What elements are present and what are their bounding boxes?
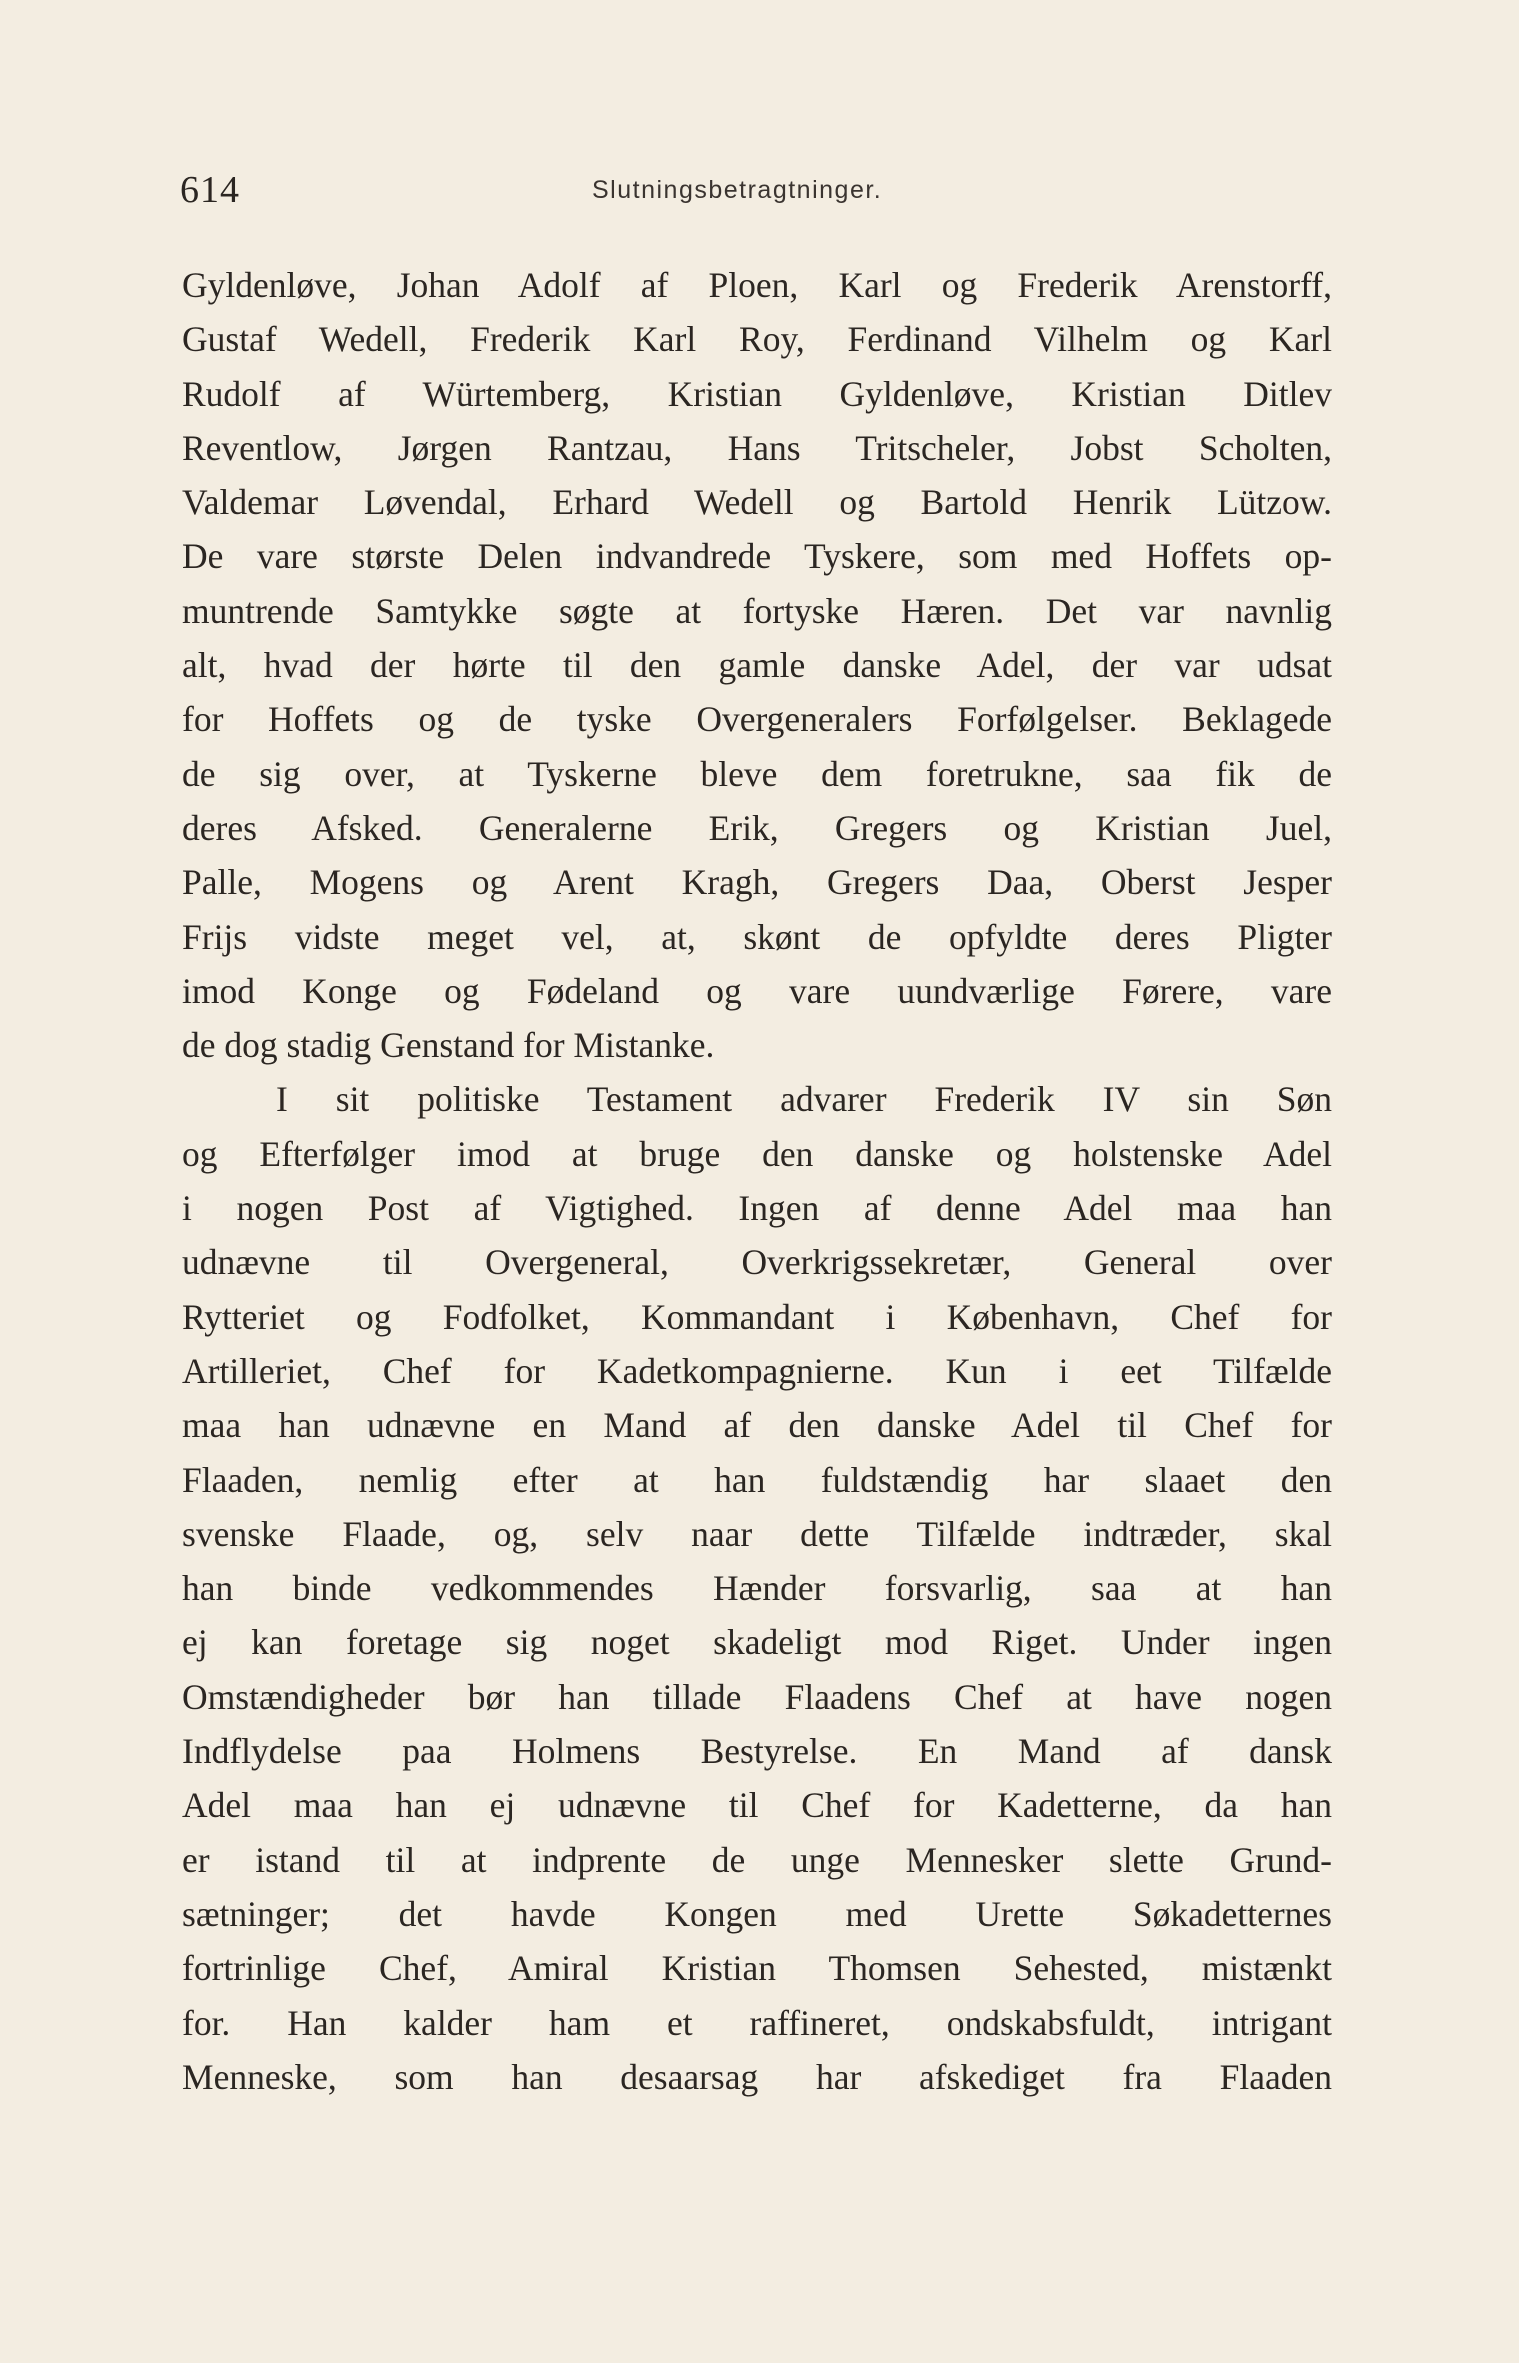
text-line: i nogen Post af Vigtighed. Ingen af denne Adel maa han (182, 1188, 1332, 1229)
text-line: I sit politiske Testament advarer Frederik IV sin Søn (276, 1079, 1332, 1120)
text-line: Adel maa han ej udnævne til Chef for Kadetterne, da han (182, 1785, 1332, 1826)
page-header (180, 168, 1330, 228)
text-line: Rytteriet og Fodfolket, Kommandant i København, Chef for (182, 1296, 1332, 1337)
text-line: de dog stadig Genstand for Mistanke. (182, 1025, 715, 1066)
paragraph-1 (182, 258, 1332, 1072)
text-line: Palle, Mogens og Arent Kragh, Gregers Daa, Oberst Jesper (182, 862, 1332, 903)
text-line: Frijs vidste meget vel, at, skønt de opfyldte deres Pligter (182, 916, 1332, 957)
text-line: Flaaden, nemlig efter at han fuldstændig har slaaet den (182, 1459, 1332, 1500)
text-line: Gyldenløve, Johan Adolf af Ploen, Karl og Frederik Arenstorff, (182, 265, 1332, 305)
text-line: Indflydelse paa Holmens Bestyrelse. En Mand af dansk (182, 1731, 1332, 1772)
text-line: maa han udnævne en Mand af den danske Adel til Chef for (182, 1405, 1332, 1446)
text-line: Artilleriet, Chef for Kadetkompagnierne. Kun i eet Tilfælde (182, 1350, 1332, 1391)
text-line: muntrende Samtykke søgte at fortyske Hæren. Det var navnlig (182, 590, 1332, 631)
text-line: fortrinlige Chef, Amiral Kristian Thomsen Sehested, mistænkt (182, 1948, 1332, 1989)
text-line: svenske Flaade, og, selv naar dette Tilfælde indtræder, skal (182, 1513, 1332, 1554)
text-line: Reventlow, Jørgen Rantzau, Hans Tritscheler, Jobst Scholten, (182, 427, 1332, 468)
running-head: Slutningsbetragtninger. (592, 176, 883, 204)
text-line: alt, hvad der hørte til den gamle danske Adel, der var udsat (182, 645, 1332, 686)
text-line: og Efterfølger imod at bruge den danske og holstenske Adel (182, 1133, 1332, 1174)
text-line: sætninger; det havde Kongen med Urette Søkadetternes (182, 1893, 1332, 1934)
text-line: Gustaf Wedell, Frederik Karl Roy, Ferdinand Vilhelm og Karl (182, 319, 1332, 360)
text-line: udnævne til Overgeneral, Overkrigssekretær, General over (182, 1242, 1332, 1283)
text-line: for Hoffets og de tyske Overgeneralers Forfølgelser. Beklagede (182, 699, 1332, 740)
page-number: 614 (180, 169, 240, 211)
text-line: Valdemar Løvendal, Erhard Wedell og Bartold Henrik Lützow. (182, 482, 1332, 523)
body-text (182, 258, 1332, 2104)
text-line: imod Konge og Fødeland og vare uundværlige Førere, vare (182, 970, 1332, 1011)
text-line: for. Han kalder ham et raffineret, ondskabsfuldt, intrigant (182, 2002, 1332, 2043)
text-line: de sig over, at Tyskerne bleve dem foretrukne, saa fik de (182, 753, 1332, 794)
text-line: han binde vedkommendes Hænder forsvarlig, saa at han (182, 1568, 1332, 1609)
text-line: Omstændigheder bør han tillade Flaadens Chef at have nogen (182, 1676, 1332, 1717)
text-line: Rudolf af Würtemberg, Kristian Gyldenløve, Kristian Ditlev (182, 373, 1332, 414)
paragraph-2 (182, 1072, 1332, 2104)
text-line: ej kan foretage sig noget skadeligt mod Riget. Under ingen (182, 1622, 1332, 1663)
text-line: De vare største Delen indvandrede Tyskere, som med Hoffets op- (182, 536, 1332, 577)
text-line: deres Afsked. Generalerne Erik, Gregers og Kristian Juel, (182, 807, 1332, 848)
text-line: er istand til at indprente de unge Mennesker slette Grund- (182, 1839, 1332, 1880)
text-line: Menneske, som han desaarsag har afskediget fra Flaaden (182, 2056, 1332, 2097)
